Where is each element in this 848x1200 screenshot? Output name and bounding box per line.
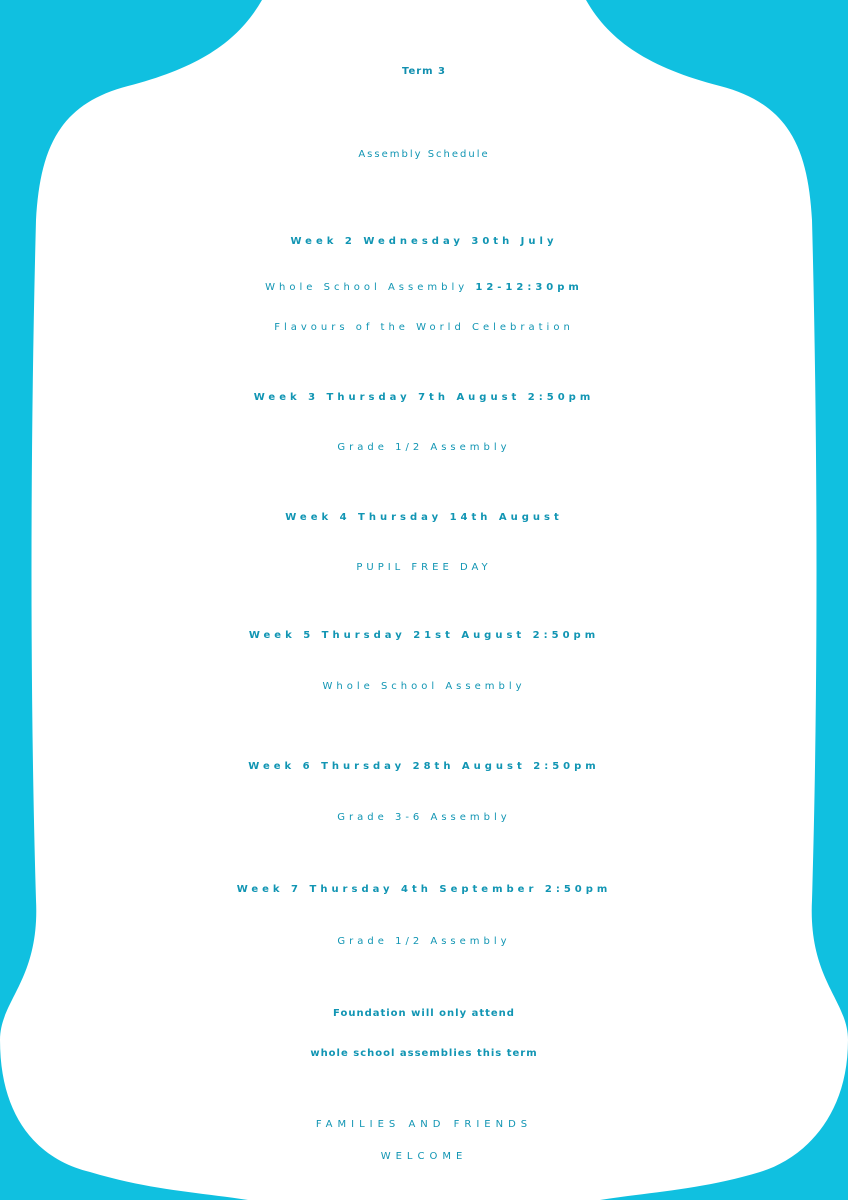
notice-line1: Foundation will only attend <box>333 1008 515 1019</box>
week7-detail: Grade 1/2 Assembly <box>337 936 511 947</box>
week5-detail: Whole School Assembly <box>322 681 526 692</box>
week2-detail-line1: Whole School Assembly 12-12:30pm <box>265 282 583 293</box>
week6-heading: Week 6 Thursday 28th August 2:50pm <box>248 761 600 772</box>
poster-title: Term 3 <box>401 66 447 77</box>
week7-heading: Week 7 Thursday 4th September 2:50pm <box>236 884 612 895</box>
footer-line2: WELCOME <box>380 1151 468 1162</box>
week4-detail: PUPIL FREE DAY <box>356 562 492 573</box>
footer-line1: FAMILIES AND FRIENDS <box>315 1119 533 1130</box>
week5-heading: Week 5 Thursday 21st August 2:50pm <box>248 630 600 641</box>
week4-heading: Week 4 Thursday 14th August <box>285 512 563 523</box>
week2-heading: Week 2 Wednesday 30th July <box>290 236 558 247</box>
week3-detail: Grade 1/2 Assembly <box>337 442 511 453</box>
week3-heading: Week 3 Thursday 7th August 2:50pm <box>253 392 595 403</box>
week6-detail: Grade 3-6 Assembly <box>337 812 511 823</box>
notice-line2: whole school assemblies this term <box>310 1048 538 1059</box>
week2-detail-line2: Flavours of the World Celebration <box>274 322 574 333</box>
poster-subtitle: Assembly Schedule <box>358 149 490 160</box>
